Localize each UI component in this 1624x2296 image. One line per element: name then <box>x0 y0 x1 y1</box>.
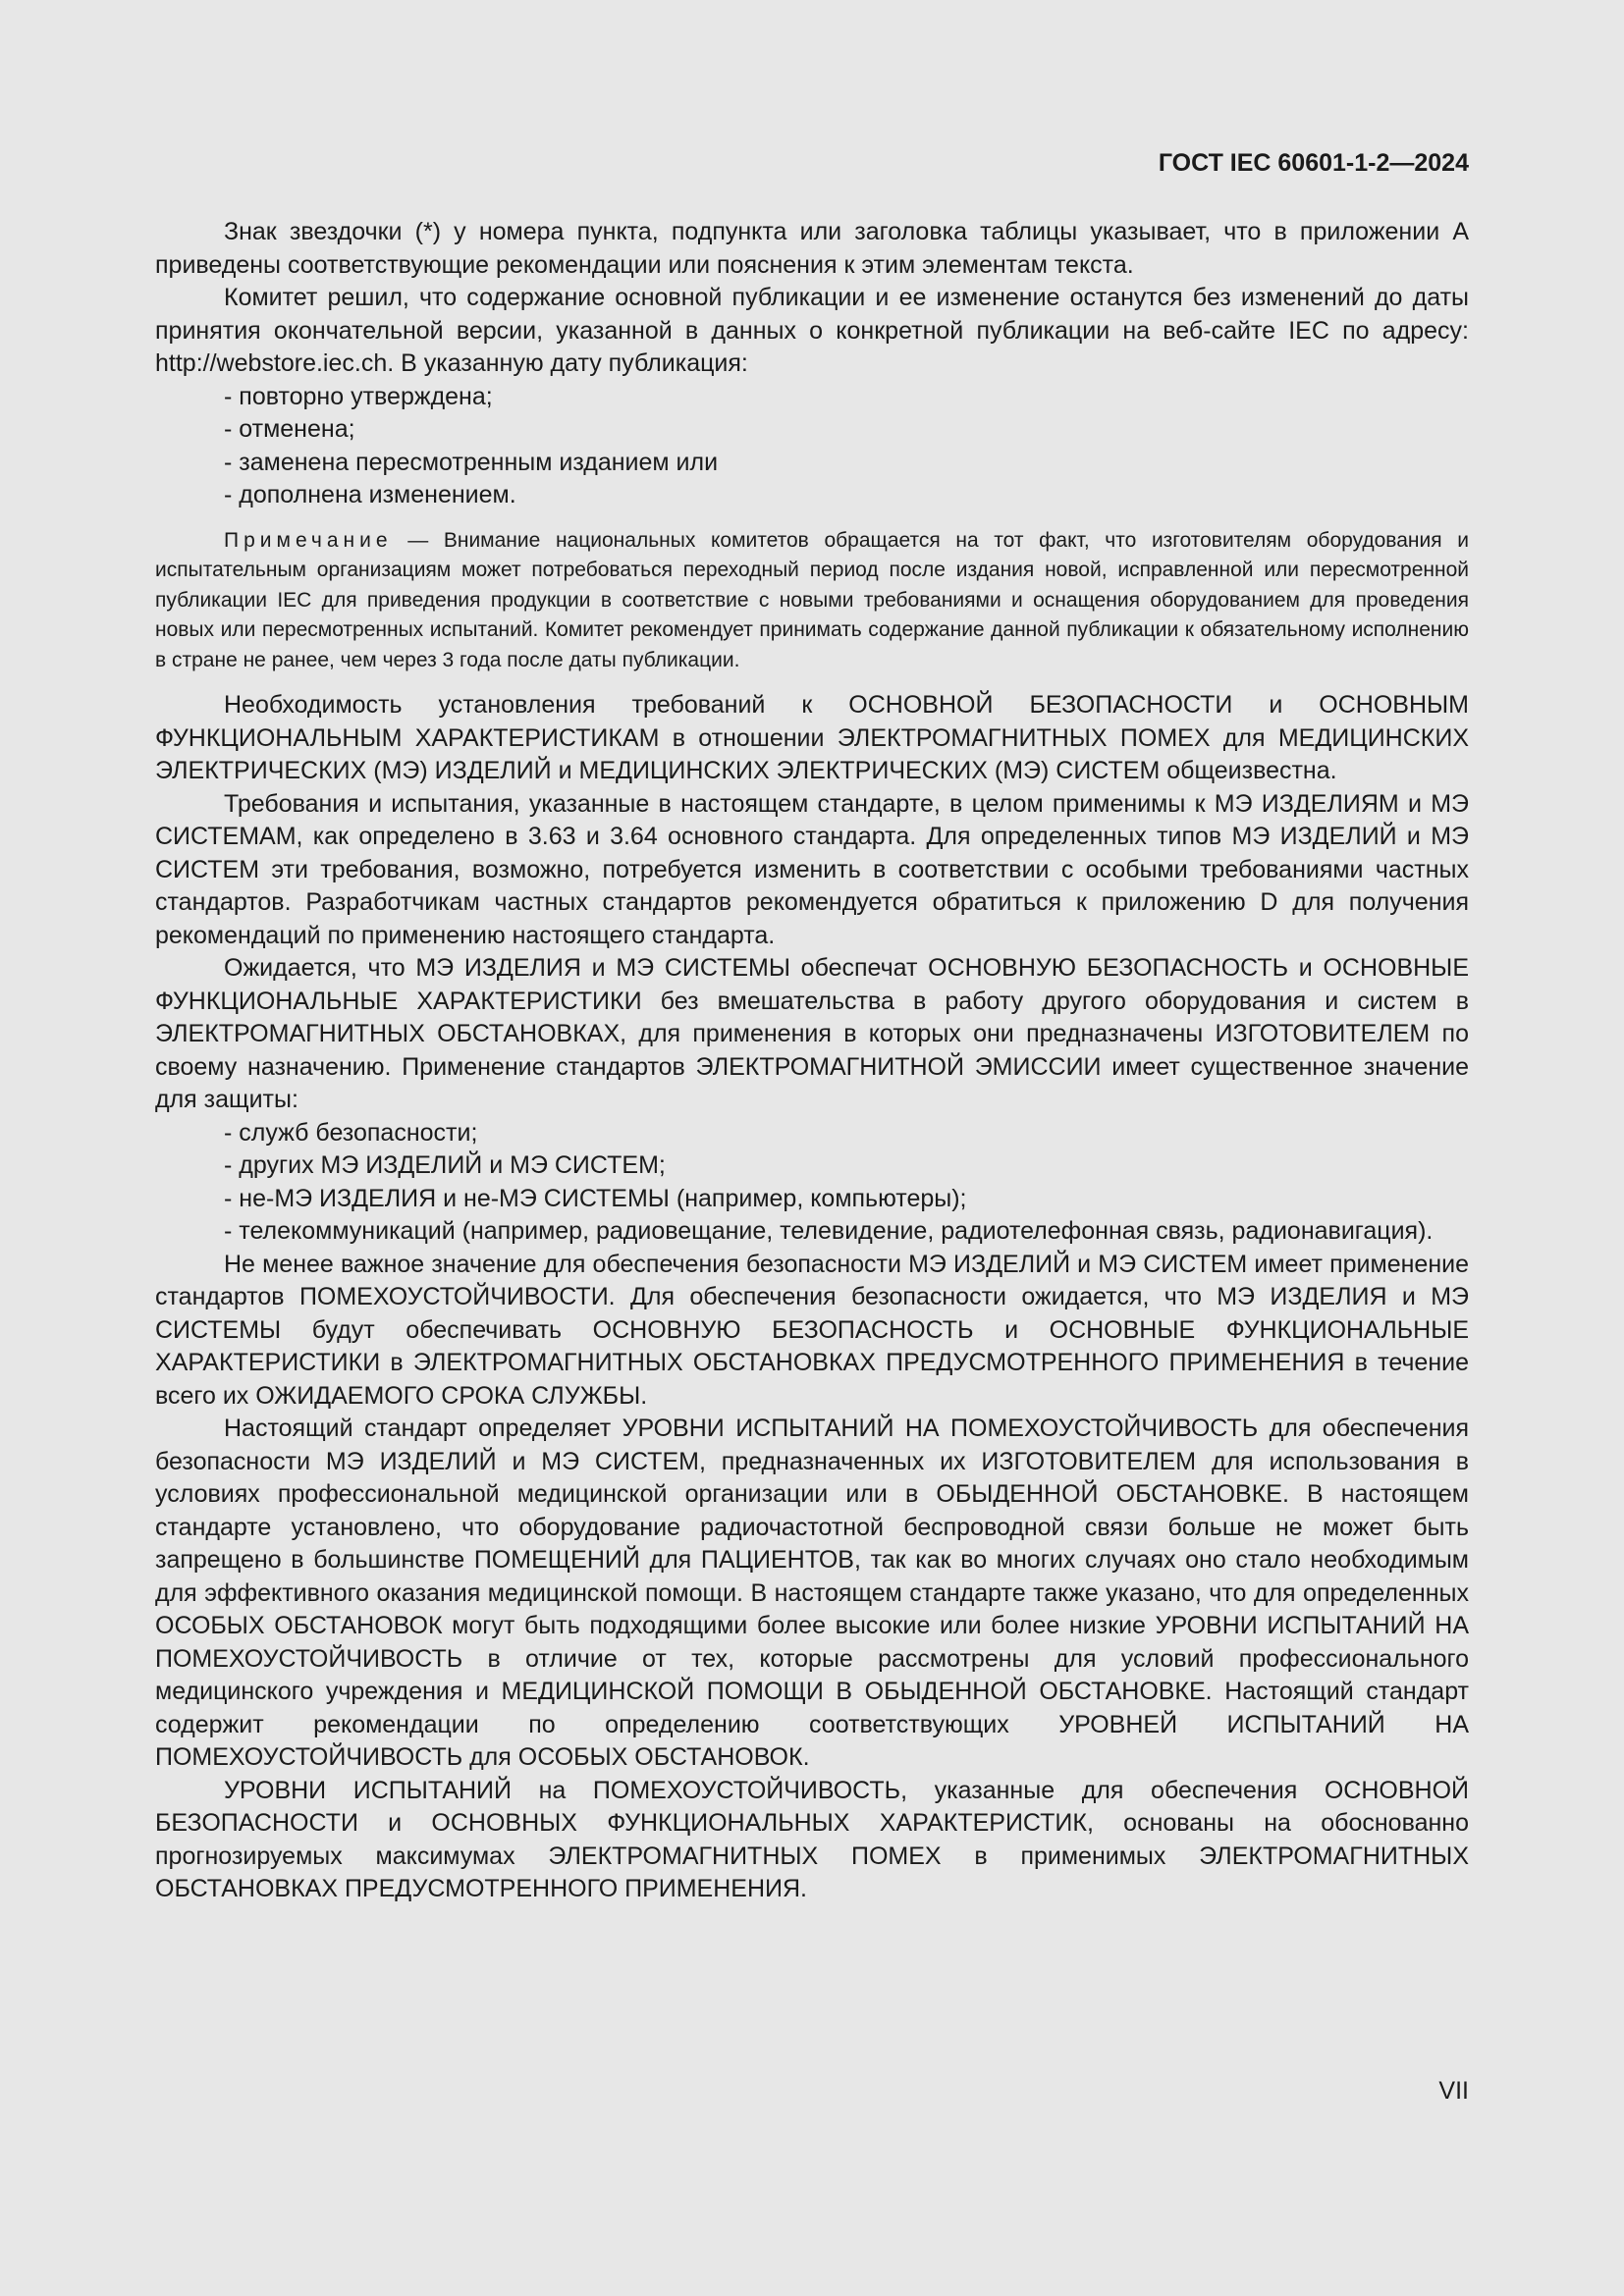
paragraph-necessity: Необходимость установления требований к ОСНОВНОЙ БЕЗОПАСНОСТИ и ОСНОВНЫМ ФУНКЦИОНАЛЬНЫМ ХАРАКТЕРИСТИКАМ в отношении ЭЛЕКТРОМАГНИТНЫХ ПОМЕХ для МЕДИЦИНСКИХ ЭЛЕКТРИЧЕСКИХ (МЭ) ИЗДЕЛИЙ и МЕДИЦИНСКИХ ЭЛЕКТРИЧЕСКИХ (МЭ) СИСТЕМ общеизвестна. <box>155 691 1469 784</box>
list-item: - других МЭ ИЗДЕЛИЙ и МЭ СИСТЕМ; <box>224 1151 666 1179</box>
note-block <box>155 526 1469 676</box>
list-item: - не-МЭ ИЗДЕЛИЯ и не-МЭ СИСТЕМЫ (например, компьютеры); <box>224 1184 967 1212</box>
protection-list <box>155 1117 1469 1249</box>
paragraph-test-levels: Настоящий стандарт определяет УРОВНИ ИСПЫТАНИЙ НА ПОМЕХОУСТОЙЧИВОСТЬ для обеспечения безопасности МЭ ИЗДЕЛИЙ и МЭ СИСТЕМ, предназначенных их ИЗГОТОВИТЕЛЕМ для использования в условиях профессиональной медицинской организации или в ОБЫДЕННОЙ ОБСТАНОВКЕ. В настоящем стандарте установлено, что оборудование радиочастотной беспроводной связи больше не может быть запрещено в большинстве ПОМЕЩЕНИЙ для ПАЦИЕНТОВ, так как во многих случаях оно стало необходимым для эффективного оказания медицинской помощи. В настоящем стандарте также указано, что для определенных ОСОБЫХ ОБСТАНОВОК могут быть подходящими более высокие или более низкие УРОВНИ ИСПЫТАНИЙ НА ПОМЕХОУСТОЙЧИВОСТЬ в отличие от тех, которые рассмотрены для условий профессионального медицинского учреждения и МЕДИЦИНСКОЙ ПОМОЩИ В ОБЫДЕННОЙ ОБСТАНОВКЕ. Настоящий стандарт содержит рекомендации по определению соответствующих УРОВНЕЙ ИСПЫТАНИЙ НА ПОМЕХОУСТОЙЧИВОСТЬ для ОСОБЫХ ОБСТАНОВОК. <box>155 1415 1469 1771</box>
standard-header: ГОСТ IEC 60601-1-2—2024 <box>1158 149 1469 177</box>
paragraph-asterisk: Знак звездочки (*) у номера пункта, подпункта или заголовка таблицы указывает, что в приложении А приведены соответствующие рекомендации или пояснения к этим элементам текста. <box>155 218 1469 279</box>
note-text: — Внимание национальных комитетов обращается на тот факт, что изготовителям оборудования и испытательным организациям может потребоваться переходный период после издания новой, исправленной или пересмотренной публикации IEC для приведения продукции в соответствие с новыми требованиями и оснащения оборудованием для проведения новых или пересмотренных испытаний. Комитет рекомендует принимать содержание данной публикации к обязательному исполнению в стране не ранее, чем через 3 года после даты публикации. <box>155 528 1469 671</box>
list-item: - дополнена изменением. <box>224 481 516 508</box>
paragraph-immunity: Не менее важное значение для обеспечения безопасности МЭ ИЗДЕЛИЙ и МЭ СИСТЕМ имеет применение стандартов ПОМЕХОУСТОЙЧИВОСТИ. Для обеспечения безопасности ожидается, что МЭ ИЗДЕЛИЯ и МЭ СИСТЕМЫ будут обеспечивать ОСНОВНУЮ БЕЗОПАСНОСТЬ и ОСНОВНЫЕ ФУНКЦИОНАЛЬНЫЕ ХАРАКТЕРИСТИКИ в ЭЛЕКТРОМАГНИТНЫХ ОБСТАНОВКАХ ПРЕДУСМОТРЕННОГО ПРИМЕНЕНИЯ в течение всего их ОЖИДАЕМОГО СРОКА СЛУЖБЫ. <box>155 1250 1469 1410</box>
paragraph-expectation: Ожидается, что МЭ ИЗДЕЛИЯ и МЭ СИСТЕМЫ обеспечат ОСНОВНУЮ БЕЗОПАСНОСТЬ и ОСНОВНЫЕ ФУНКЦИОНАЛЬНЫЕ ХАРАКТЕРИСТИКИ без вмешательства в работу другого оборудования и систем в ЭЛЕКТРОМАГНИТНЫХ ОБСТАНОВКАХ, для применения в которых они предназначены ИЗГОТОВИТЕЛЕМ по своему назначению. Применение стандартов ЭЛЕКТРОМАГНИТНОЙ ЭМИССИИ имеет существенное значение для защиты: <box>155 954 1469 1113</box>
paragraph-committee: Комитет решил, что содержание основной публикации и ее изменение останутся без изменений до даты принятия окончательной версии, указанной в данных о конкретной публикации на веб-сайте IEC по адресу: http://webstore.iec.ch. В указанную дату публикация: <box>155 284 1469 377</box>
document-page <box>155 145 1469 1906</box>
paragraph-test-levels-basis: УРОВНИ ИСПЫТАНИЙ на ПОМЕХОУСТОЙЧИВОСТЬ, указанные для обеспечения ОСНОВНОЙ БЕЗОПАСНОСТИ и ОСНОВНЫХ ФУНКЦИОНАЛЬНЫХ ХАРАКТЕРИСТИК, основаны на обоснованно прогнозируемых максимумах ЭЛЕКТРОМАГНИТНЫХ ПОМЕХ в применимых ЭЛЕКТРОМАГНИТНЫХ ОБСТАНОВКАХ ПРЕДУСМОТРЕННОГО ПРИМЕНЕНИЯ. <box>155 1776 1469 1902</box>
list-item: - заменена пересмотренным изданием или <box>224 448 719 476</box>
list-item: - служб безопасности; <box>224 1118 478 1147</box>
list-item: - телекоммуникаций (например, радиовещание, телевидение, радиотелефонная связь, радионавигация). <box>224 1217 1434 1245</box>
list-item: - повторно утверждена; <box>224 382 493 410</box>
list-item: - отменена; <box>224 415 355 443</box>
paragraph-requirements: Требования и испытания, указанные в настоящем стандарте, в целом применимы к МЭ ИЗДЕЛИЯМ и МЭ СИСТЕМАМ, как определено в 3.63 и 3.64 основного стандарта. Для определенных типов МЭ ИЗДЕЛИЙ и МЭ СИСТЕМ эти требования, возможно, потребуется изменить в соответствии с особыми требованиями частных стандартов. Разработчикам частных стандартов рекомендуется обратиться к приложению D для получения рекомендаций по применению настоящего стандарта. <box>155 789 1469 949</box>
publication-status-list <box>155 381 1469 512</box>
page-number: VII <box>1438 2077 1469 2105</box>
note-label: Примечание <box>224 528 393 552</box>
